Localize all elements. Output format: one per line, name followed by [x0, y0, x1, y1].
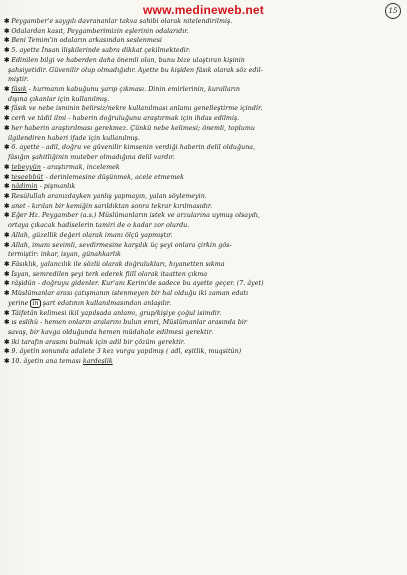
- note-line: ✱ her haberin araştırılması gerekmez. Çünkü nebe kelimesi; önemli, toplumu: [4, 124, 256, 132]
- note-line: ✱ ıs eslihû - hemen onların aralarını bulun emri, Müslümanlar arasında bir: [4, 319, 247, 327]
- bullet-star-icon: ✱: [4, 270, 10, 278]
- note-line: ✱ Resûlullah aranızdayken yanlış yapmayın, yalan söylemeyin.: [4, 192, 207, 200]
- site-watermark: www.medineweb.net: [143, 3, 264, 17]
- note-line: ✱ 5. ayette İnsan ilişkilerinde sabra dikkat çekilmektedir.: [4, 47, 191, 55]
- note-line: ✱ İsyan, semredilen şeyi terk ederek fiilî olarak itaatten çıkma: [4, 270, 208, 278]
- bullet-star-icon: ✱: [4, 105, 10, 113]
- bullet-star-icon: ✱: [4, 86, 10, 94]
- note-line: ✱ fâsık ve nebe isminin belirsiz/nekre kullanılması anlamı genelleştirme içindir.: [4, 105, 263, 113]
- note-line: ✱ Peygamber'e saygılı davrananlar takva sahibi olarak nitelendirilmiş.: [4, 18, 233, 25]
- bullet-star-icon: ✱: [4, 115, 10, 123]
- bullet-star-icon: ✱: [4, 212, 10, 220]
- bullet-star-icon: ✱: [4, 290, 10, 298]
- note-line: ✱ fâsık - hurmanın kabuğunu yarıp çıkması. Dinin emirlerinin, kuralların: [4, 86, 240, 94]
- note-line: şahsiyetidir. Güvenilir olup olmadığıdır. Ayette bu kişiden fâsık olarak söz edil-: [8, 66, 263, 74]
- note-line: ✱ 6. ayette - adil, doğru ve güvenilir kimsenin verdiği haberin delil olduğuna,: [4, 144, 256, 152]
- bullet-star-icon: ✱: [4, 163, 10, 171]
- note-line: miştir.: [8, 76, 29, 84]
- note-line: ✱ teseebbüt - derinlemesine düşünmek, acele etmemek: [4, 173, 184, 181]
- note-line: ✱ 9. âyetin sonunda adalete 3 kez vurgu yapılmış ( adl, eşitlik, muqsitûn): [4, 348, 242, 356]
- note-line: ✱ râşidûn - doğruyu gidenler. Kur'anı Kerim'de sadece bu ayette geçer. (7. âyet): [4, 280, 264, 288]
- note-line: savaş, bir kavga olduğunda hemen müdahale edilmesi gerektir.: [8, 329, 214, 336]
- bullet-star-icon: ✱: [4, 319, 10, 327]
- page-number: 15: [385, 3, 401, 19]
- bullet-star-icon: ✱: [4, 309, 10, 317]
- bullet-star-icon: ✱: [4, 202, 10, 210]
- note-line: ilgilendiren haberi ifade için kullanılmış.: [8, 134, 140, 142]
- note-line: ✱ Odalardan kasıt, Peygamberimizin eşlerinin odalarıdır.: [4, 27, 189, 35]
- bullet-star-icon: ✱: [4, 144, 10, 152]
- bullet-star-icon: ✱: [4, 37, 10, 45]
- bullet-star-icon: ✱: [4, 260, 10, 268]
- bullet-star-icon: ✱: [4, 183, 10, 191]
- note-line: ✱ anet - kırılan bir kemiğin sarıldıktan sonra tekrar kırılmasıdır.: [4, 202, 213, 210]
- note-line: ✱ Beni Temim'in odaların arkasından seslenmesi: [4, 37, 162, 45]
- note-line: dışına çıkanlar için kullanılmış.: [8, 95, 110, 103]
- bullet-star-icon: ✱: [4, 348, 10, 356]
- note-line: fâsığın şahitliğinin muteber olmadığına delil vardır.: [8, 154, 175, 162]
- bullet-star-icon: ✱: [4, 358, 10, 366]
- bullet-star-icon: ✱: [4, 241, 10, 249]
- note-line: ✱ Allah, güzellik değeri olarak imanı ölçü yapmıştır.: [4, 231, 173, 239]
- bullet-star-icon: ✱: [4, 338, 10, 346]
- note-line: ortaya çıkacak hadiselerin tamiri de o kadar zor olurdu.: [8, 222, 190, 230]
- note-line: termiştir: inkar, isyan, günahkarlık: [8, 251, 121, 259]
- note-line: ✱ iki tarafın arasını bulmak için adil bir çözüm gerektir.: [4, 338, 186, 346]
- bullet-star-icon: ✱: [4, 27, 10, 35]
- bullet-star-icon: ✱: [4, 47, 10, 55]
- note-line: ✱ Allah, imanı sevimli, sevdirmesine karşılık üç şeyi onlara çirkin gös-: [4, 241, 232, 249]
- bullet-star-icon: ✱: [4, 231, 10, 239]
- bullet-star-icon: ✱: [4, 280, 10, 288]
- bullet-star-icon: ✱: [4, 192, 10, 200]
- note-line: ✱ Fâsıklık, yalancılık ile sözlü olarak doğrulukları, hıyanetten sıkma: [4, 260, 225, 268]
- note-line: ✱ Edinilen bilgi ve haberden daha önemli olan, bunu bize ulaştıran kişinin: [4, 56, 245, 64]
- bullet-star-icon: ✱: [4, 18, 10, 25]
- note-line: ✱ nâdimin - pişmanlık: [4, 183, 76, 191]
- note-line: yerine in şart edatının kullanılmasından anlaşılır.: [8, 299, 172, 307]
- note-line: ✱ Eğer Hz. Peygamber (a.s.) Müslümanların istek ve arzularına uymuş olsaydı,: [4, 212, 260, 220]
- note-line: ✱ Tâifetân kelimesi ikil yapılsada anlamı, grup/kişiye çoğul isimdir.: [4, 309, 222, 317]
- note-line: ✱ 10. âyetin ana teması kardeşlik: [4, 358, 113, 366]
- bullet-star-icon: ✱: [4, 124, 10, 132]
- note-line: ✱ tebeyyün - araştırmak, incelemek: [4, 163, 120, 171]
- bullet-star-icon: ✱: [4, 56, 10, 64]
- note-line: ✱ Müslümanlar arası çatışmanın istenmeyen bir hal olduğu iki zaman edatı: [4, 290, 249, 298]
- handwritten-notes: [4, 17, 400, 367]
- bullet-star-icon: ✱: [4, 173, 10, 181]
- note-line: ✱ cerh ve tâdil ilmi - haberin doğruluğunu araştırmak için ihdas edilmiş.: [4, 115, 240, 123]
